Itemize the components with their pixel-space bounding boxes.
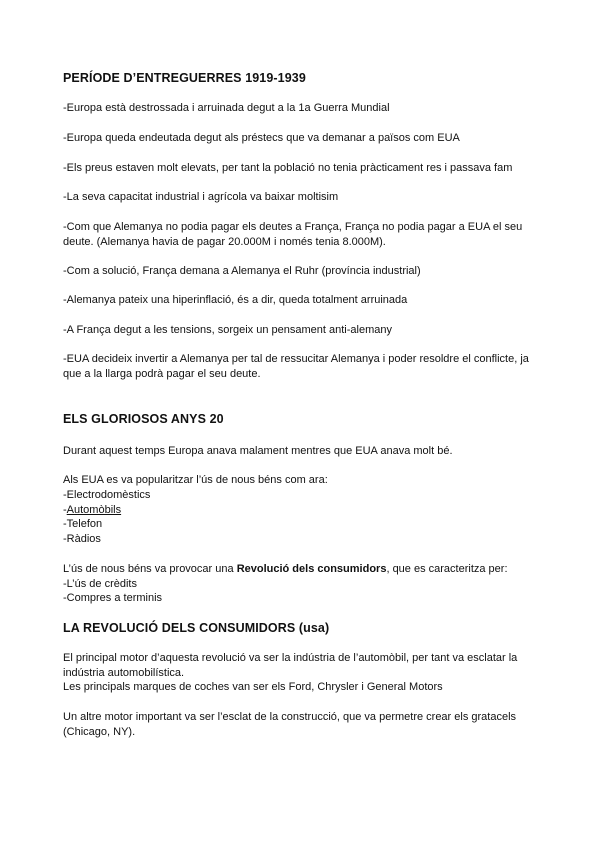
list-item: -Europa està destrossada i arruinada degut a la 1a Guerra Mundial [63, 102, 390, 114]
list-item: -Electrodomèstics [63, 489, 151, 501]
goods-intro: Als EUA es va popularitzar l’ús de nous béns com ara: [63, 474, 328, 486]
paragraph: Un altre motor important va ser l’esclat de la construcció, que va permetre crear els gratacels (Chicago, NY). [63, 711, 517, 738]
text: L’ús de nous béns va provocar una [63, 563, 237, 575]
section-title-revolucio: LA REVOLUCIÓ DELS CONSUMIDORS (usa) [63, 621, 330, 635]
list-item: -A França degut a les tensions, sorgeix un pensament anti-alemany [63, 324, 392, 336]
consumer-paragraph [63, 562, 543, 577]
list-item: -Telefon [63, 518, 103, 530]
dash: - [63, 504, 67, 516]
list-item: -EUA decideix invertir a Alemanya per tal de ressucitar Alemanya i poder resoldre el conflicte, ja que a la llarga podrà pagar el seu deute. [63, 353, 529, 380]
bold-term: Revolució dels consumidors [236, 563, 387, 575]
list-item: -Com que Alemanya no podia pagar els deutes a França, França no podia pagar a EUA el seu deute. (Alemanya havia de pagar 20.000M i només tenia 8.000M). [63, 221, 523, 248]
section-title-gloriosos: ELS GLORIOSOS ANYS 20 [63, 412, 224, 426]
list-item: -Compres a terminis [63, 592, 163, 604]
paragraph: El principal motor d’aquesta revolució va ser la indústria de l’automòbil, per tant va esclatar la indústria automobilística. [63, 652, 518, 679]
list-item: -L’ús de crèdits [63, 578, 137, 590]
list-item: -La seva capacitat industrial i agrícola va baixar moltisim [63, 191, 339, 203]
list-item [63, 503, 543, 518]
paragraph: Les principals marques de coches van ser els Ford, Chrysler i General Motors [63, 681, 443, 693]
section-title-entreguerres: PERÍODE D’ENTREGUERRES 1919-1939 [63, 71, 306, 85]
list-item: -Els preus estaven molt elevats, per tant la població no tenia pràcticament res i passava fam [63, 162, 513, 174]
list-item: -Ràdios [63, 533, 101, 545]
list-item: -Alemanya pateix una hiperinflació, és a dir, queda totalment arruinada [63, 294, 408, 306]
list-item: -Europa queda endeutada degut als préstecs que va demanar a països com EUA [63, 132, 460, 144]
list-item: -Com a solució, França demana a Alemanya el Ruhr (província industrial) [63, 265, 421, 277]
text: , que es caracteritza per: [386, 563, 508, 575]
paragraph: Durant aquest temps Europa anava malament mentres que EUA anava molt bé. [63, 445, 453, 457]
automobils-link[interactable]: Automòbils [66, 504, 122, 516]
